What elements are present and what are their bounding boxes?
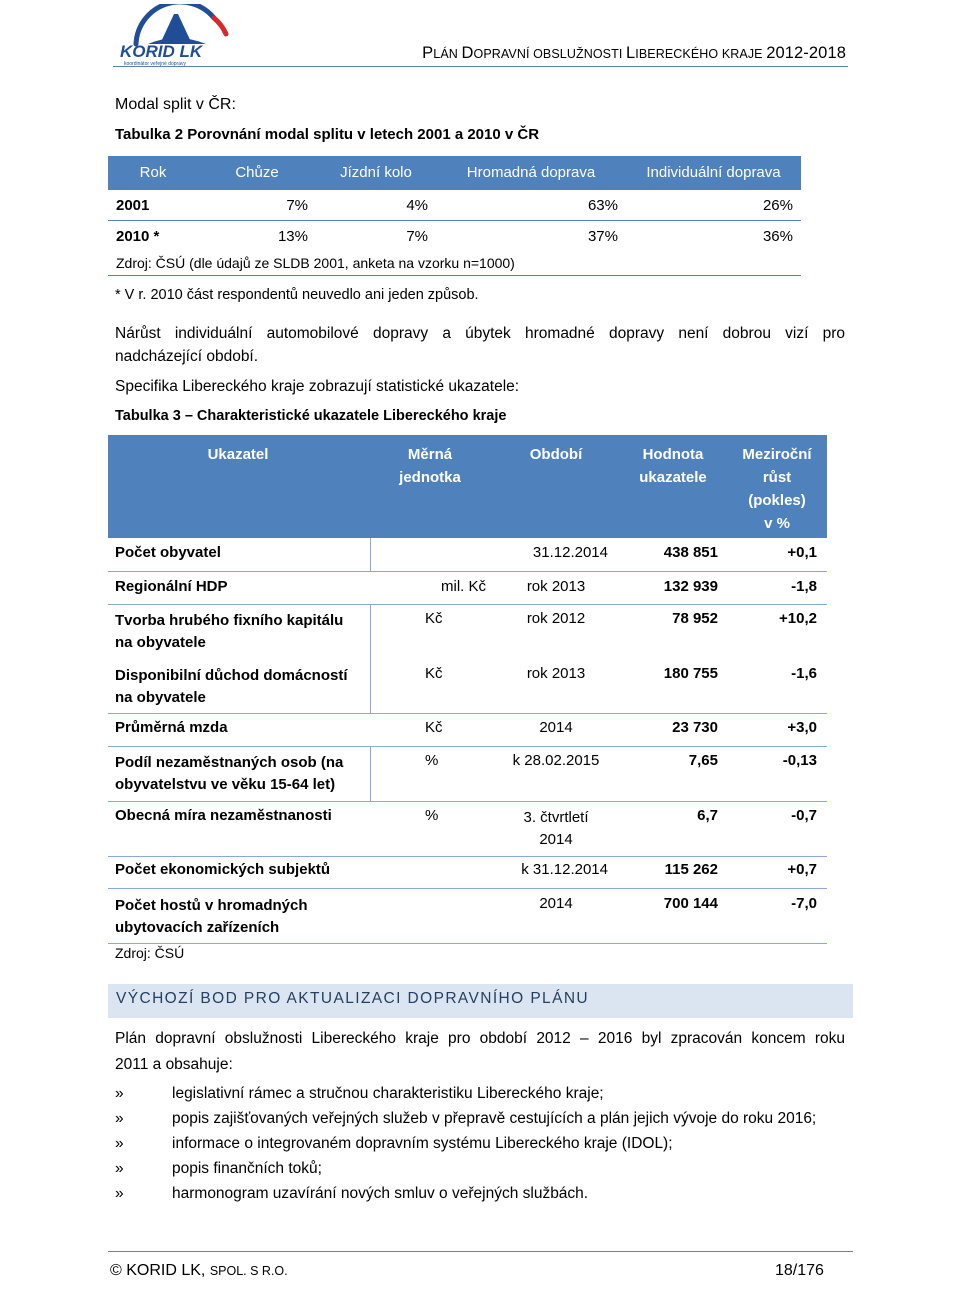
list-item: » popis finančních toků; — [115, 1160, 322, 1177]
footer-divider — [108, 1251, 853, 1252]
table-row — [108, 221, 801, 252]
indicator-name: Průměrná mzda — [115, 719, 228, 736]
table3-header-hodnota: Hodnota ukazatele — [639, 446, 707, 486]
row-divider — [108, 713, 827, 714]
indicator-value: 23 730 — [672, 719, 718, 736]
korid-logo — [118, 4, 243, 66]
indicator-period: rok 2013 — [526, 578, 586, 595]
indicator-unit: Kč — [425, 719, 443, 736]
paragraph-trend-line1: Nárůst individuální automobilové dopravy a úbytek hromadné dopravy není dobrou vizí pro — [115, 325, 845, 342]
indicator-period: 2014 — [539, 719, 573, 736]
indicator-unit: % — [425, 752, 439, 769]
table2-cell: 36% — [626, 221, 801, 252]
indicator-period: k 31.12.2014 — [521, 861, 608, 878]
row-divider — [108, 888, 827, 889]
table3-header-jednotka: Měrná jednotka — [399, 446, 461, 486]
page-number: 18/176 — [775, 1262, 824, 1279]
table2-header-individualni: Individuální doprava — [626, 156, 801, 190]
indicator-period: 3. čtvrtletí 2014 — [523, 809, 589, 848]
indicator-name: Tvorba hrubého fixního kapitálu na obyvatele — [115, 612, 344, 651]
indicator-name: Počet ekonomických subjektů — [115, 861, 331, 878]
logo-tagline: koordinátor veřejné dopravy — [124, 61, 186, 66]
table2-cell: 13% — [198, 221, 316, 252]
list-item: » harmonogram uzavírání nových smluv o veřejných službách. — [115, 1185, 589, 1202]
header-divider — [113, 66, 848, 67]
row-divider — [108, 856, 827, 857]
indicator-period: 2014 — [539, 895, 573, 912]
indicator-growth: -0,7 — [791, 807, 817, 824]
logo-wordmark: KORID LK — [120, 42, 203, 61]
indicator-value: 115 262 — [664, 861, 718, 878]
table2-cell: 7% — [198, 190, 316, 221]
indicator-growth: -1,6 — [791, 665, 817, 682]
table2-header-kolo: Jízdní kolo — [316, 156, 436, 190]
indicator-unit: mil. Kč — [441, 578, 486, 595]
bullet-marker: » — [115, 1185, 124, 1202]
modal-split-table — [108, 156, 801, 276]
table3-header-rust: Meziroční růst (pokles) v % — [742, 446, 812, 532]
indicator-value: 78 952 — [672, 610, 718, 627]
table3-header-ukazatel: Ukazatel — [207, 446, 269, 463]
indicator-unit: Kč — [425, 665, 443, 682]
indicator-name: Podíl nezaměstnaných osob (na obyvatelstvu ve věku 15-64 let) — [115, 754, 344, 793]
table2-cell: 63% — [436, 190, 626, 221]
row-divider — [108, 746, 827, 747]
row-divider — [108, 943, 827, 944]
table3-source: Zdroj: ČSÚ — [115, 945, 185, 961]
table2-source: Zdroj: ČSÚ (dle údajů ze SLDB 2001, anketa na vzorku n=1000) — [108, 251, 801, 276]
table2-cell: 4% — [316, 190, 436, 221]
bullet-marker: » — [115, 1085, 124, 1102]
table2-header-hromadna: Hromadná doprava — [436, 156, 626, 190]
paragraph-specifika: Specifika Libereckého kraje zobrazují statistické ukazatele: — [115, 378, 520, 395]
paragraph-plan-line2: 2011 a obsahuje: — [115, 1056, 233, 1073]
indicator-value: 700 144 — [663, 895, 718, 912]
table2-caption: Tabulka 2 Porovnání modal splitu v letech 2001 a 2010 v ČR — [115, 126, 540, 143]
indicator-name: Počet obyvatel — [115, 544, 221, 561]
document-title: PLÁN DOPRAVNÍ OBSLUŽNOSTI LIBERECKÉHO KRAJE 2012-2018 — [422, 44, 846, 62]
list-item: » legislativní rámec a stručnou charakteristiku Libereckého kraje; — [115, 1085, 604, 1102]
list-item: » informace o integrovaném dopravním systému Libereckého kraje (IDOL); — [115, 1135, 673, 1152]
indicator-growth: -1,8 — [791, 578, 817, 595]
table2-header-chuze: Chůze — [198, 156, 316, 190]
paragraph-plan-line1: Plán dopravní obslužnosti Libereckého kraje pro období 2012 – 2016 byl zpracován koncem roku — [115, 1030, 845, 1047]
indicator-unit: % — [425, 807, 439, 824]
table2-cell: 37% — [436, 221, 626, 252]
indicator-growth: +0,7 — [787, 861, 817, 878]
table-row — [108, 251, 801, 276]
indicator-value: 132 939 — [663, 578, 718, 595]
indicator-period: rok 2013 — [526, 665, 586, 682]
col-divider — [370, 604, 371, 713]
indicator-growth: +3,0 — [787, 719, 817, 736]
indicator-value: 7,65 — [688, 752, 718, 769]
table3-caption: Tabulka 3 – Charakteristické ukazatele Libereckého kraje — [115, 408, 507, 424]
indicator-value: 438 851 — [663, 544, 718, 561]
indicator-period: rok 2012 — [526, 610, 586, 627]
indicator-growth: +10,2 — [779, 610, 817, 627]
indicator-name: Regionální HDP — [115, 578, 228, 595]
indicator-unit: Kč — [425, 610, 443, 627]
table2-header-rok: Rok — [108, 156, 198, 190]
bullet-marker: » — [115, 1160, 124, 1177]
indicator-period: 31.12.2014 — [532, 544, 608, 561]
indicator-growth: -7,0 — [791, 895, 817, 912]
bullet-marker: » — [115, 1135, 124, 1152]
indicator-period: k 28.02.2015 — [512, 752, 600, 769]
row-divider — [108, 801, 827, 802]
table3-header — [108, 435, 827, 538]
table2-cell: 2010 * — [108, 221, 198, 252]
table2-header-row — [108, 156, 801, 190]
indicator-name: Počet hostů v hromadných ubytovacích zařízeních — [115, 897, 308, 936]
paragraph-trend-line2: nadcházející období. — [115, 348, 259, 365]
bullet-marker: » — [115, 1110, 124, 1127]
table3-header-obdobi: Období — [529, 446, 583, 463]
logo-graphic — [118, 4, 243, 66]
table-row — [108, 190, 801, 221]
row-divider — [108, 604, 827, 605]
modal-split-heading: Modal split v ČR: — [115, 96, 236, 113]
list-item: » popis zajišťovaných veřejných služeb v přepravě cestujících a plán jejich vývoje do roku 2016; — [115, 1110, 817, 1127]
section-heading: VÝCHOZÍ BOD PRO AKTUALIZACI DOPRAVNÍHO PLÁNU — [116, 990, 590, 1007]
respondent-note: * V r. 2010 část respondentů neuvedlo ani jeden způsob. — [115, 287, 479, 303]
table2-cell: 26% — [626, 190, 801, 221]
indicator-value: 6,7 — [697, 807, 718, 824]
indicator-name: Disponibilní důchod domácností na obyvatele — [115, 667, 348, 706]
indicator-value: 180 755 — [663, 665, 718, 682]
table2-cell: 7% — [316, 221, 436, 252]
indicator-name: Obecná míra nezaměstnanosti — [115, 807, 332, 824]
row-divider — [108, 571, 827, 572]
col-divider — [370, 746, 371, 801]
indicator-growth: +0,1 — [787, 544, 817, 561]
table2-cell: 2001 — [108, 190, 198, 221]
indicator-growth: -0,13 — [782, 752, 817, 769]
col-divider — [370, 538, 371, 571]
footer-copyright: © KORID LK, SPOL. S R.O. — [110, 1262, 288, 1279]
